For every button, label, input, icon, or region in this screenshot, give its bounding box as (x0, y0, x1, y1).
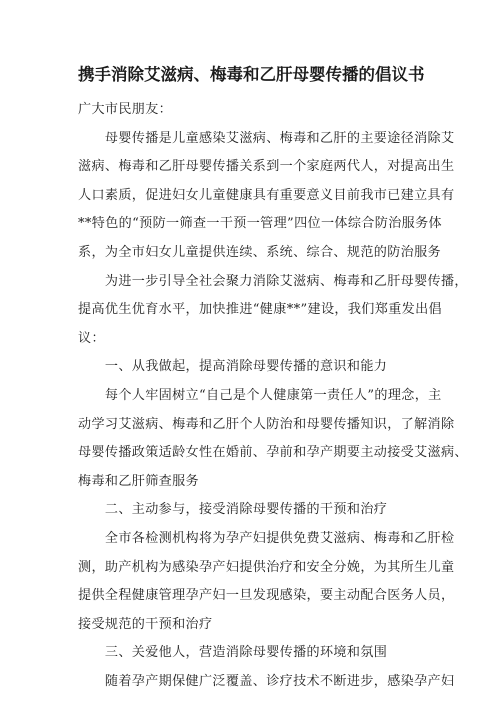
body-text-line: 议： (78, 330, 105, 346)
body-text-line: **特色的“预防一筛查一干预一管理”四位一体综合防治服务体 (78, 216, 442, 232)
body-text-line: 系，为全市妇女儿童提供连续、系统、综合、规范的防治服务 (78, 244, 441, 260)
body-text-line: 提供全程健康管理孕产妇一旦发现感染，要主动配合医务人员， (78, 588, 455, 604)
body-text-line: 测，助产机构为感染孕产妇提供治疗和安全分娩，为其所生儿童 (78, 559, 455, 575)
body-text-line: 母婴传播政策适龄女性在婚前、孕前和孕产期要主动接受艾滋病、 (78, 445, 468, 461)
body-text-line: 接受规范的干预和治疗 (78, 616, 213, 632)
body-text-line: 随着孕产期保健广泛覆盖、诊疗技术不断进步，感染孕产妇 (78, 673, 455, 689)
body-text-line: 人口素质，促进妇女儿童健康具有重要意义目前我市已建立具有 (78, 187, 455, 203)
body-text-line: 梅毒和乙肝筛查服务 (78, 473, 199, 489)
body-text-line: 为进一步引导全社会聚力消除艾滋病、梅毒和乙肝母婴传播， (78, 273, 468, 289)
salutation-line: 广大市民朋友： (78, 102, 173, 117)
section-heading-2: 二、主动参与，接受消除母婴传播的干预和治疗 (78, 502, 388, 518)
body-text-line: 提高优生优育水平，加快推进“健康**”建设，我们郑重发出倡 (78, 302, 442, 318)
body-text-line: 滋病、梅毒和乙肝母婴传播关系到一个家庭两代人，对提高出生 (78, 159, 455, 175)
body-text-line: 每个人牢固树立“自己是个人健康第一责任人”的理念，主 (78, 387, 442, 403)
body-text-line: 全市各检测机构将为孕产妇提供免费艾滋病、梅毒和乙肝检 (78, 530, 455, 546)
document-title: 携手消除艾滋病、梅毒和乙肝母婴传播的倡议书 (78, 65, 425, 84)
body-text-line: 动学习艾滋病、梅毒和乙肝个人防治和母婴传播知识，了解消除 (78, 416, 455, 432)
document-body (78, 96, 468, 696)
section-heading-1: 一、从我做起，提高消除母婴传播的意识和能力 (78, 359, 388, 375)
section-heading-3: 三、关爱他人，营造消除母婴传播的环境和氛围 (78, 645, 388, 661)
body-text-line: 母婴传播是儿童感染艾滋病、梅毒和乙肝的主要途径消除艾 (78, 130, 455, 146)
